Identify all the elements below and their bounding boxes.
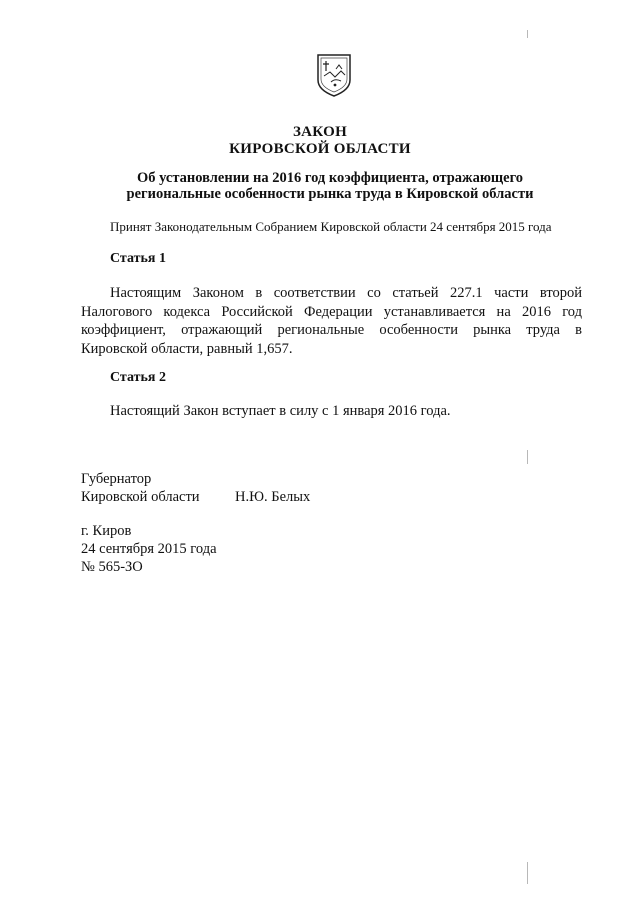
document-title: ЗАКОН	[292, 124, 348, 140]
article-2-heading: Статья 2	[110, 370, 166, 385]
scan-artifact	[527, 862, 528, 884]
article-1-heading: Статья 1	[110, 251, 166, 266]
law-subject-line-2: региональные особенности рынка труда в Кировской области	[126, 186, 534, 202]
scan-artifact	[527, 450, 528, 464]
scan-artifact	[527, 30, 528, 38]
article-2-body: Настоящий Закон вступает в силу с 1 января 2016 года.	[110, 403, 451, 419]
coat-of-arms-icon	[315, 52, 353, 98]
signing-city: г. Киров	[81, 523, 132, 539]
article-1-line: Настоящим Законом в соответствии со статьей 227.1 части второй	[110, 285, 582, 301]
law-subject-line-1: Об установлении на 2016 год коэффициента, отражающего	[136, 170, 524, 186]
article-1-line: Кировской области, равный 1,657.	[81, 340, 293, 357]
law-number: № 565-ЗО	[81, 559, 143, 575]
article-1-line: Налогового кодекса Российской Федерации устанавливается на 2016 год	[81, 303, 582, 320]
document-title-region: КИРОВСКОЙ ОБЛАСТИ	[229, 141, 411, 157]
signatory-position: Губернатор	[81, 471, 152, 487]
signatory-name: Н.Ю. Белых	[235, 489, 311, 505]
signing-date: 24 сентября 2015 года	[81, 541, 217, 557]
article-1-body	[81, 284, 582, 358]
signatory-region: Кировской области	[81, 489, 200, 505]
adoption-note: Принят Законодательным Собранием Кировской области 24 сентября 2015 года	[110, 219, 552, 234]
article-1-line: коэффициент, отражающий региональные особенности рынка труда в	[81, 322, 582, 338]
